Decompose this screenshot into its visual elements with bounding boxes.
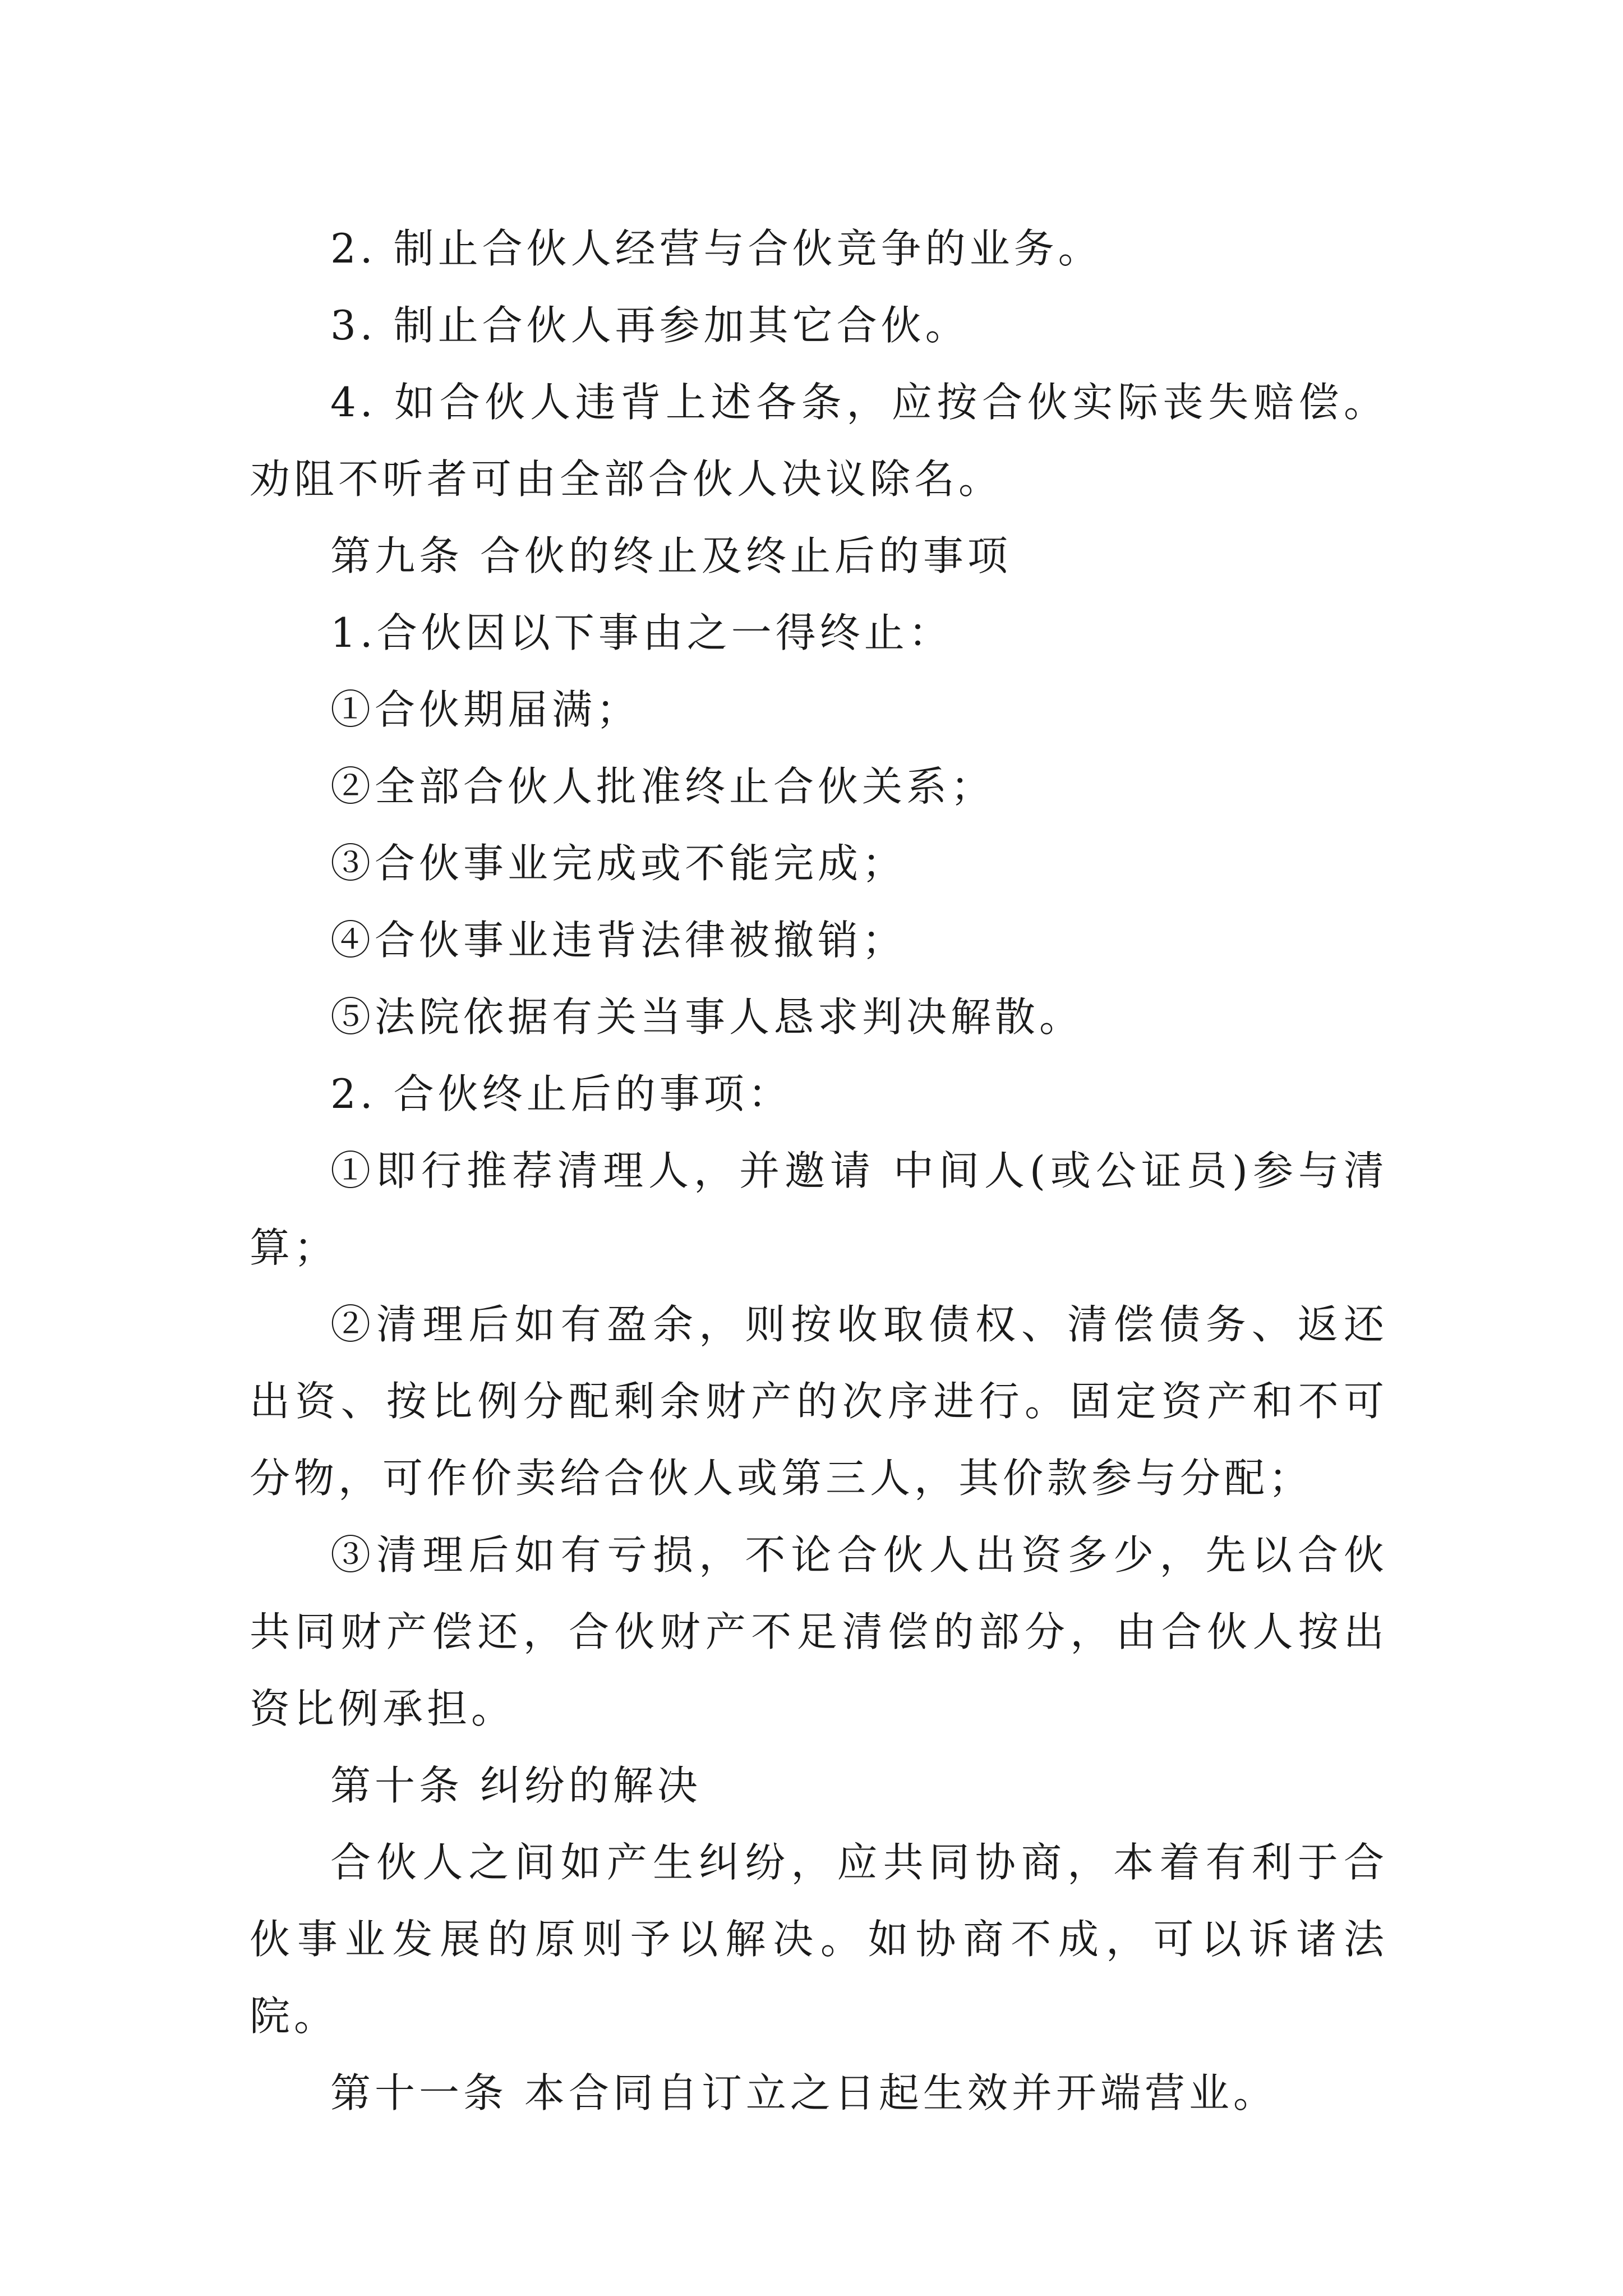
- list-item: ④合伙事业违背法律被撤销；: [330, 917, 907, 964]
- list-item: ③清理后如有亏损，不论合伙人出资多少，先以合伙共同财产偿还，合伙财产不足清偿的部分，由合伙人按出资比例承担。: [250, 1531, 1388, 1732]
- paragraph-post-termination: 2. 合伙终止后的事项：: [330, 1070, 792, 1117]
- list-item: ①即行推荐清理人，并邀请 中间人(或公证员)参与清算；: [250, 1147, 1388, 1271]
- list-item: ①合伙期届满；: [330, 686, 641, 733]
- paragraph-termination-reasons: 1.合伙因以下事由之一得终止：: [330, 609, 953, 656]
- paragraph-clause-8-3: 3. 制止合伙人再参加其它合伙。: [330, 302, 970, 349]
- article-9-heading: 第九条 合伙的终止及终止后的事项: [330, 532, 1012, 579]
- article-10-heading: 第十条 纠纷的解决: [330, 1762, 702, 1809]
- list-item: ②清理后如有盈余，则按收取债权、清偿债务、返还出资、按比例分配剩余财产的次序进行。固定资产和不可分物，可作价卖给合伙人或第三人，其价款参与分配；: [250, 1301, 1388, 1502]
- paragraph-clause-8-2: 2. 制止合伙人经营与合伙竞争的业务。: [330, 225, 1103, 272]
- article-11-heading: 第十一条 本合同自订立之日起生效并开端营业。: [330, 2069, 1278, 2116]
- paragraph-dispute-resolution: 合伙人之间如产生纠纷，应共同协商，本着有利于合伙事业发展的原则予以解决。如协商不成，可以诉诸法院。: [250, 1839, 1388, 2040]
- list-item: ⑤法院依据有关当事人恳求判决解散。: [330, 993, 1084, 1041]
- document-body: [250, 210, 1388, 2132]
- paragraph-clause-8-4: 4. 如合伙人违背上述各条，应按合伙实际丧失赔偿。劝阻不听者可由全部合伙人决议除名。: [250, 379, 1388, 503]
- list-item: ③合伙事业完成或不能完成；: [330, 840, 907, 887]
- list-item: ②全部合伙人批准终止合伙关系；: [330, 763, 995, 810]
